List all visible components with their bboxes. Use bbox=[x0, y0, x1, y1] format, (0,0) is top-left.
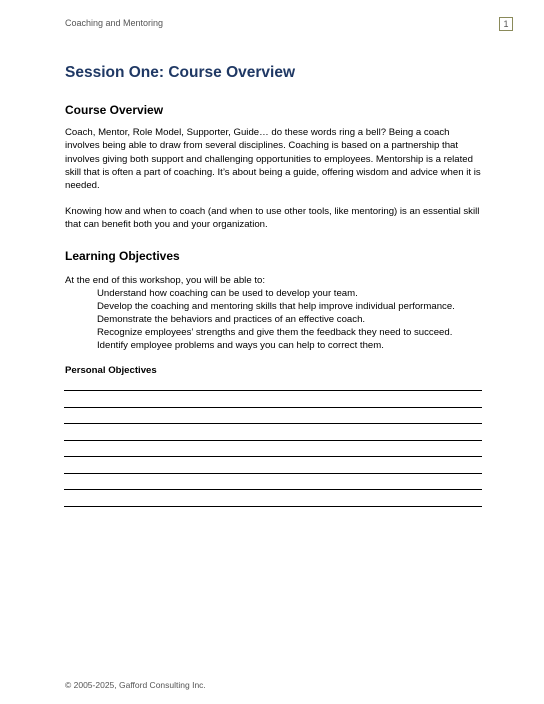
writing-line[interactable] bbox=[64, 506, 482, 507]
personal-objectives-lines[interactable] bbox=[64, 390, 482, 522]
writing-line[interactable] bbox=[64, 407, 482, 408]
page-number: 1 bbox=[499, 17, 513, 31]
course-overview-heading: Course Overview bbox=[65, 103, 164, 117]
list-item: Demonstrate the behaviors and practices of an effective coach. bbox=[97, 314, 366, 325]
footer-copyright: © 2005-2025, Gafford Consulting Inc. bbox=[65, 680, 206, 690]
coaching-paragraph: Knowing how and when to coach (and when to use other tools, like mentoring) is an essential skill that can benefit both you and your organization. bbox=[65, 206, 480, 231]
list-item: Identify employee problems and ways you can help to correct them. bbox=[97, 340, 384, 351]
writing-line[interactable] bbox=[64, 423, 482, 424]
writing-line[interactable] bbox=[64, 390, 482, 391]
objectives-intro: At the end of this workshop, you will be able to: bbox=[65, 275, 265, 286]
list-item: Develop the coaching and mentoring skills that help improve individual performance. bbox=[97, 301, 455, 312]
learning-objectives-heading: Learning Objectives bbox=[65, 249, 180, 263]
page-title: Session One: Course Overview bbox=[65, 64, 296, 81]
writing-line[interactable] bbox=[64, 489, 482, 490]
list-item: Understand how coaching can be used to develop your team. bbox=[97, 288, 358, 299]
running-header: Coaching and Mentoring bbox=[65, 18, 164, 28]
course-overview-paragraph: Coach, Mentor, Role Model, Supporter, Guide… do these words ring a bell? Being a coach involves being able to draw from several disciplines. Coaching is based on a partnership that involves giving both support and challenging opportunities to employees. Mentorship is a related skill that is often a part of coaching. It’s about being a guide, offering wisdom and advice when it is needed. bbox=[65, 127, 481, 192]
personal-objectives-heading: Personal Objectives bbox=[65, 365, 157, 376]
writing-line[interactable] bbox=[64, 440, 482, 441]
list-item: Recognize employees’ strengths and give them the feedback they need to succeed. bbox=[97, 327, 453, 338]
objectives-list bbox=[97, 287, 455, 352]
writing-line[interactable] bbox=[64, 473, 482, 474]
writing-line[interactable] bbox=[64, 456, 482, 457]
